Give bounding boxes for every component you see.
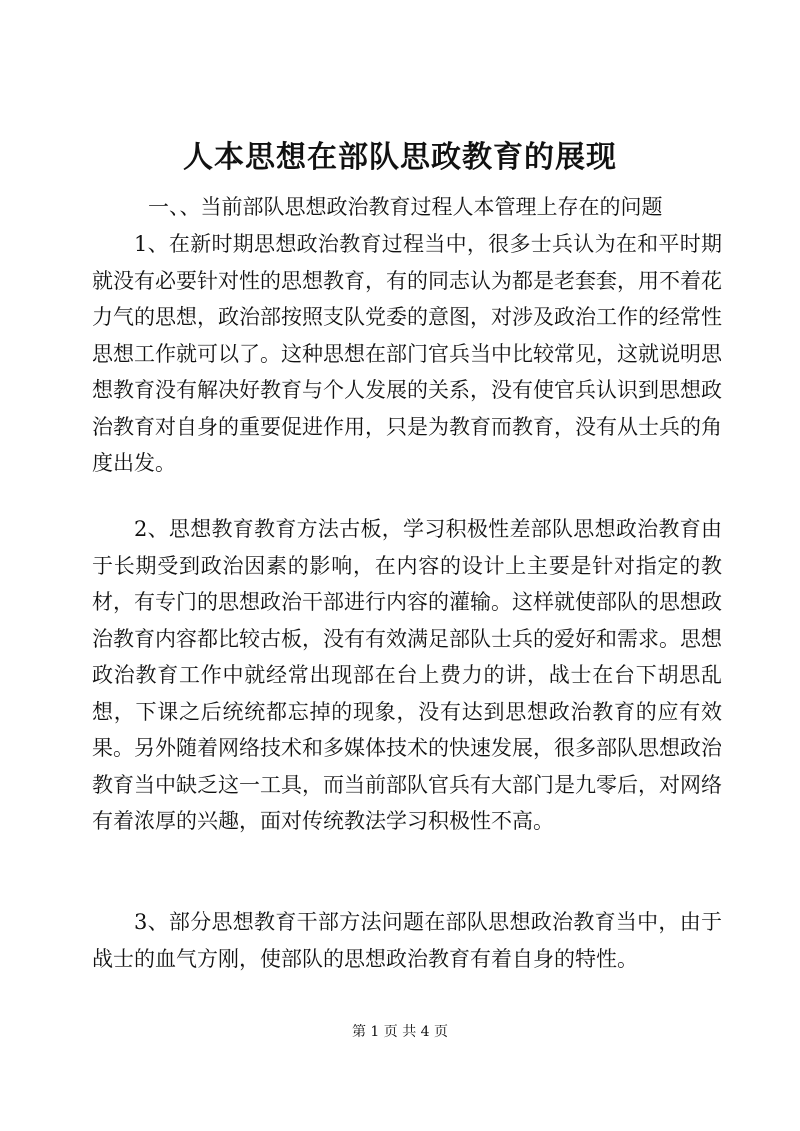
paragraph-2: 2、思想教育教育方法古板，学习积极性差部队思想政治教育由于长期受到政治因素的影响，在内容的设计上主要是针对指定的教材，有专门的思想政治干部进行内容的灌输。这样就使部队的思想政治教育内容都比较古板，没有有效满足部队士兵的爱好和需求。思想政治教育工作中就经常出现部在台上费力的讲，战士在台下胡思乱想，下课之后统统都忘掉的现象，没有达到思想政治教育的应有效果。另外随着网络技术和多媒体技术的快速发展，很多部队思想政治教育当中缺乏这一工具，而当前部队官兵有大部门是九零后，对网络有着浓厚的兴趣，面对传统教法学习积极性不高。 bbox=[92, 517, 722, 833]
paragraph-1: 1、在新时期思想政治教育过程当中，很多士兵认为在和平时期就没有必要针对性的思想教育，有的同志认为都是老套套，用不着花力气的思想，政治部按照支队党委的意图，对涉及政治工作的经常性思想工作就可以了。这种思想在部门官兵当中比较常见，这就说明思想教育没有解决好教育与个人发展的关系，没有使官兵认识到思想政治教育对自身的重要促进作用，只是为教育而教育，没有从士兵的角度出发。 bbox=[92, 232, 722, 475]
paragraph-3-block bbox=[92, 904, 722, 977]
document-title: 人本思想在部队思政教育的展现 bbox=[183, 140, 617, 175]
paragraph-3: 3、部分思想教育干部方法问题在部队思想政治教育当中，由于战士的血气方刚，使部队的思想政治教育有着自身的特性。 bbox=[92, 910, 722, 971]
paragraph-2-block bbox=[92, 511, 722, 840]
page-footer: 第 1 页 共 4 页 bbox=[351, 1024, 449, 1040]
paragraph-1-block bbox=[92, 226, 722, 482]
section-heading: 一、、当前部队思想政治教育过程人本管理上存在的问题 bbox=[148, 195, 663, 219]
